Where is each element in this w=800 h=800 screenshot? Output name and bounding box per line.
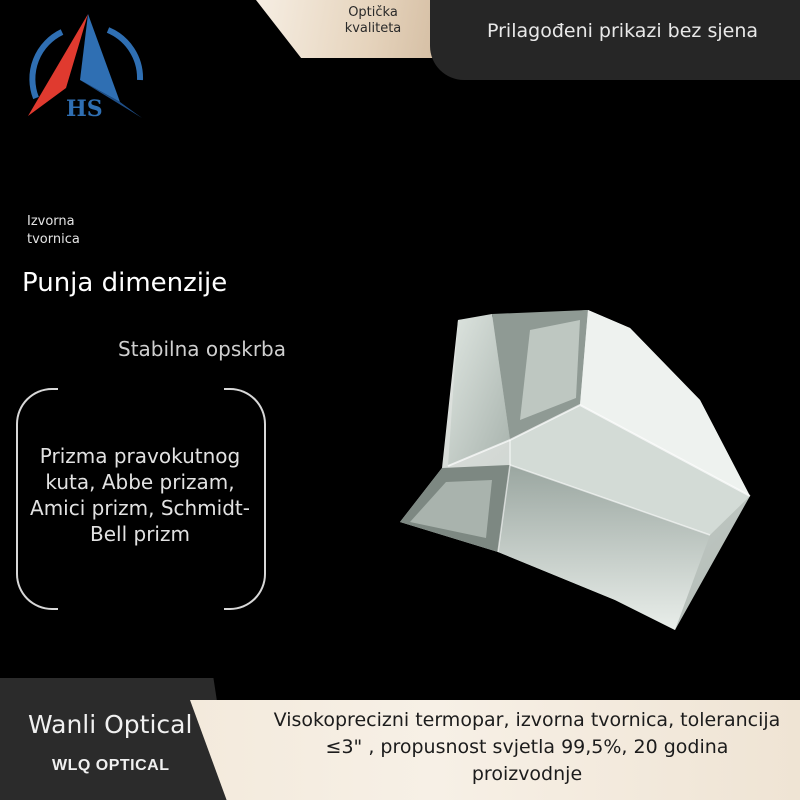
footer-brand-panel — [0, 678, 232, 800]
top-banner-text: Prilagođeni prikazi bez sjena — [487, 20, 759, 42]
product-image — [380, 300, 760, 640]
brand-subtitle: WLQ OPTICAL — [52, 757, 170, 774]
hs-logo-icon — [22, 10, 150, 128]
hs-logo — [22, 10, 150, 128]
glass-prism-icon — [380, 300, 760, 640]
headline: Punja dimenzije — [22, 268, 228, 298]
subline: Stabilna opskrba — [118, 337, 286, 361]
brand-name: Wanli Optical — [28, 710, 193, 739]
prism-types-text: Prizma pravokutnog kuta, Abbe prizam, Amici prizm, Schmidt-Bell prizm — [30, 444, 250, 546]
logo-text: HS — [66, 96, 103, 122]
quality-tag: Optička kvaliteta — [344, 5, 402, 36]
factory-label: Izvorna tvornica — [27, 214, 80, 247]
product-description: Visokoprecizni termopar, izvorna tvornica, tolerancija ≤3" , propusnost svjetla 99,5%, 20 godina proizvodnje — [273, 709, 781, 785]
